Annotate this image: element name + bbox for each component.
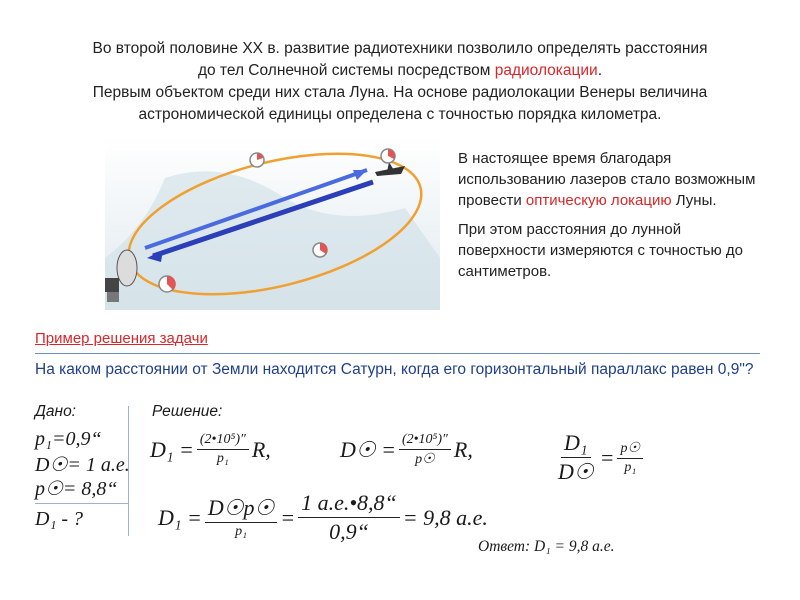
formula-3-right-fraction <box>617 440 643 476</box>
formula-4-numerator-1: D☉p☉ <box>205 495 277 523</box>
formula-4-fraction-1 <box>205 495 277 540</box>
formula-1-fraction <box>197 432 249 467</box>
radiolocation-illustration <box>105 138 440 310</box>
intro-line-2 <box>30 60 770 82</box>
formula-1-numerator: (2•10⁵)″ <box>197 432 249 450</box>
formula-4-numerator-2: 1 а.е.•8,8“ <box>298 490 400 518</box>
formula-1-lhs: D₁ = <box>150 436 194 462</box>
example-title: Пример решения задачи <box>35 330 208 347</box>
formula-computation <box>158 490 488 545</box>
answer-value: D₁ = 9,8 а.е. <box>534 538 615 555</box>
divider <box>35 353 760 354</box>
formula-3-left-fraction <box>555 430 597 485</box>
precision-paragraph: При этом расстояния до лунной поверхности измеряются с точностью до сантиметров. <box>458 221 743 280</box>
laser-paragraph <box>458 148 758 211</box>
intro-line-2-end: . <box>597 62 603 79</box>
formula-1-denominator: p₁ <box>216 451 229 466</box>
formula-4-denominator-2: 0,9“ <box>329 519 369 544</box>
answer <box>478 538 614 556</box>
formula-ratio <box>552 430 646 485</box>
formula-1-rhs: R, <box>251 436 271 462</box>
formula-3-right-denominator: p₁ <box>624 459 637 475</box>
stopwatch-icon <box>313 243 327 257</box>
optical-location-term: оптическую локацию <box>525 192 672 209</box>
intro-text <box>30 38 770 126</box>
solution-label: Решение: <box>152 403 223 420</box>
formula-3-left-denominator: D☉ <box>558 459 594 484</box>
radiolocation-term: радиолокации <box>494 62 598 79</box>
formula-2-fraction <box>399 432 451 468</box>
intro-line-4: астрономической единицы определена с точностью порядка километра. <box>138 106 662 123</box>
problem-question: На каком расстоянии от Земли находится Сатурн, когда его горизонтальный параллакс равен 0,9"? <box>35 361 754 378</box>
formula-distance-planet <box>150 432 271 467</box>
given-divider-horizontal <box>35 503 128 504</box>
formula-4-result: = 9,8 а.е. <box>402 504 488 530</box>
intro-line-1: Во второй половине XX в. развитие радиотехники позволило определять расстояния <box>92 40 708 57</box>
formula-4-equals: = <box>280 504 296 530</box>
formula-2-lhs: D☉ = <box>340 437 396 462</box>
laser-paragraph-end: Луны. <box>671 192 717 209</box>
stopwatch-icon <box>381 149 395 163</box>
formula-2-rhs: R, <box>453 437 473 462</box>
intro-line-3: Первым объектом среди них стала Луна. На основе радиолокации Венеры величина <box>92 84 708 101</box>
given-label: Дано: <box>35 403 76 420</box>
formula-2-numerator: (2•10⁵)″ <box>399 432 451 450</box>
formula-3-right-numerator: p☉ <box>617 440 643 459</box>
formula-2-denominator: p☉ <box>415 452 435 467</box>
formula-3-equals: = <box>599 444 615 470</box>
find-distance: D₁ - ? <box>35 508 84 530</box>
given-parallax: p₁=0,9“ <box>35 428 102 450</box>
formula-4-denominator-1: p₁ <box>235 524 247 539</box>
stopwatch-icon <box>250 153 264 167</box>
formula-3-left-numerator: D₁ <box>561 430 591 458</box>
formula-4-fraction-2 <box>298 490 400 545</box>
given-sun-parallax: p☉= 8,8“ <box>35 478 118 500</box>
stopwatch-icon <box>159 276 176 292</box>
formula-4-lhs: D₁ = <box>158 504 202 530</box>
intro-line-2-text: до тел Солнечной системы посредством <box>197 62 495 79</box>
answer-label: Ответ: <box>478 538 531 555</box>
given-sun-distance: D☉= 1 а.е. <box>35 454 130 476</box>
laser-paragraph-text: В настоящее время благодаря использованию лазеров стало возможным провести <box>458 150 756 209</box>
formula-distance-sun <box>340 432 473 468</box>
laser-location-text <box>458 148 758 290</box>
